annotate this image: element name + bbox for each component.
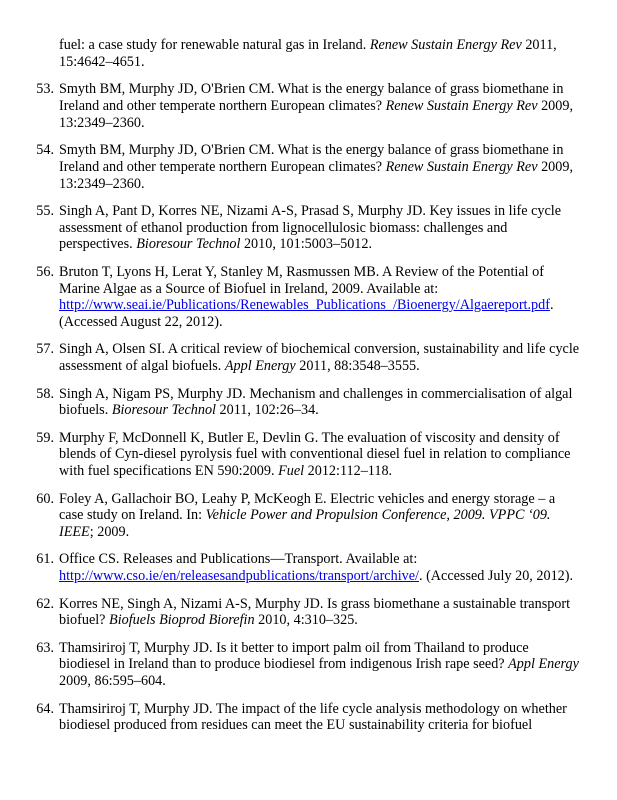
journal-title: Bioresour Technol	[111, 402, 216, 419]
reference-item	[0, 551, 617, 585]
reference-item	[0, 491, 617, 541]
reference-text	[59, 142, 581, 192]
reference-text	[59, 596, 581, 630]
reference-link[interactable]: http://www.cso.ie/en/releasesandpublications/transport/archive/	[59, 568, 419, 585]
reference-item	[0, 430, 617, 480]
reference-segment: Foley A, Gallachoir BO, Leahy P, McKeogh E. Electric vehicles and energy storage – a case study on Ireland. In:	[59, 490, 556, 524]
reference-text	[59, 341, 581, 375]
reference-item	[0, 341, 617, 375]
journal-title: Renew Sustain Energy Rev	[385, 97, 538, 114]
reference-segment: Singh A, Olsen SI. A critical review of biochemical conversion, sustainability and life cycle assessment of algal biofuels.	[59, 341, 580, 375]
reference-segment: . (Accessed August 22, 2012).	[59, 297, 554, 331]
reference-link[interactable]: http://www.seai.ie/Publications/Renewables_Publications_/Bioenergy/Algaereport.pdf	[59, 297, 550, 314]
reference-segment: Smyth BM, Murphy JD, O'Brien CM. What is the energy balance of grass biomethane in Ireland and other temperate northern European climates?	[59, 81, 564, 114]
reference-text	[59, 551, 581, 585]
reference-text	[59, 203, 581, 253]
reference-segment: Singh A, Nigam PS, Murphy JD. Mechanism and challenges in commercialisation of algal biofuels.	[59, 385, 573, 419]
reference-segment: Office CS. Releases and Publications—Transport. Available at:	[59, 551, 418, 568]
reference-item	[0, 37, 617, 71]
reference-text	[59, 81, 581, 131]
reference-item	[0, 386, 617, 420]
reference-item	[0, 81, 617, 131]
reference-segment: 2011, 102:26–34.	[216, 402, 319, 419]
reference-number: 64.	[36, 700, 54, 717]
reference-item	[0, 203, 617, 253]
journal-title: Fuel	[278, 463, 305, 480]
reference-item	[0, 264, 617, 331]
reference-number: 59.	[36, 429, 54, 446]
reference-list	[0, 37, 617, 745]
reference-item	[0, 701, 617, 735]
reference-segment: . (Accessed July 20, 2012).	[418, 568, 574, 585]
reference-segment: Murphy F, McDonnell K, Butler E, Devlin G. The evaluation of viscosity and density of blends of Cyn-diesel pyrolysis fuel with conventional diesel fuel in relation to compliance with fuel specifications EN 590:2009.	[59, 429, 571, 480]
reference-segment: 2011, 15:4642–4651.	[59, 37, 557, 70]
reference-segment: Smyth BM, Murphy JD, O'Brien CM. What is the energy balance of grass biomethane in Ireland and other temperate northern European climates?	[59, 141, 564, 175]
journal-title: Biofuels Bioprod Biorefin	[109, 612, 255, 629]
reference-segment: 2009, 86:595–604.	[59, 673, 166, 690]
reference-segment: Thamsiriroj T, Murphy JD. The impact of the life cycle analysis methodology on whether biodiesel produced from residues can meet the EU sustainability criteria for biofuel	[59, 700, 567, 734]
reference-number: 56.	[36, 263, 54, 280]
reference-number: 58.	[36, 385, 54, 402]
reference-number: 55.	[36, 202, 54, 219]
journal-title: Appl Energy	[508, 656, 579, 673]
reference-segment: Singh A, Pant D, Korres NE, Nizami A-S, Prasad S, Murphy JD. Key issues in life cycle assessment of ethanol production from lignocellulosic biomass: challenges and perspectives.	[59, 202, 562, 253]
reference-number: 63.	[36, 639, 54, 656]
reference-number: 62.	[36, 595, 54, 612]
journal-title: Renew Sustain Energy Rev	[385, 158, 538, 175]
journal-title: Bioresour Technol	[136, 236, 241, 253]
reference-item	[0, 142, 617, 192]
reference-text	[59, 640, 581, 690]
reference-segment: 2009, 13:2349–2360.	[59, 158, 573, 192]
journal-title: Vehicle Power and Propulsion Conference, 2009. VPPC ‘09. IEEE	[59, 507, 551, 541]
reference-segment: 2011, 88:3548–3555.	[295, 358, 420, 375]
reference-segment: 2009, 13:2349–2360.	[59, 97, 573, 131]
reference-text	[59, 491, 581, 541]
reference-text	[59, 264, 581, 331]
reference-segment: 2012:112–118.	[304, 463, 393, 480]
reference-segment: ; 2009.	[89, 524, 130, 541]
reference-number: 60.	[36, 490, 54, 507]
reference-segment: Bruton T, Lyons H, Lerat Y, Stanley M, Rasmussen MB. A Review of the Potential of Marine Algae as a Source of Biofuel in Ireland, 2009. Available at:	[59, 263, 544, 297]
reference-number: 61.	[36, 551, 54, 568]
reference-text	[59, 430, 581, 480]
reference-text	[59, 701, 581, 735]
reference-segment: Korres NE, Singh A, Nizami A-S, Murphy JD. Is grass biomethane a sustainable transport biofuel?	[59, 595, 571, 629]
reference-item	[0, 640, 617, 690]
reference-segment: fuel: a case study for renewable natural gas in Ireland.	[59, 37, 370, 53]
reference-number: 57.	[36, 341, 54, 358]
reference-segment: Thamsiriroj T, Murphy JD. Is it better to import palm oil from Thailand to produce biodiesel in Ireland than to produce biodiesel from indigenous Irish rape seed?	[59, 639, 529, 673]
journal-title: Renew Sustain Energy Rev	[369, 37, 522, 53]
journal-title: Appl Energy	[224, 358, 296, 375]
reference-segment: 2010, 101:5003–5012.	[240, 236, 373, 253]
reference-text	[59, 37, 581, 71]
reference-number: 53.	[36, 81, 54, 98]
reference-segment: 2010, 4:310–325.	[254, 612, 358, 629]
reference-item	[0, 596, 617, 630]
reference-number: 54.	[36, 141, 54, 158]
reference-text	[59, 386, 581, 420]
